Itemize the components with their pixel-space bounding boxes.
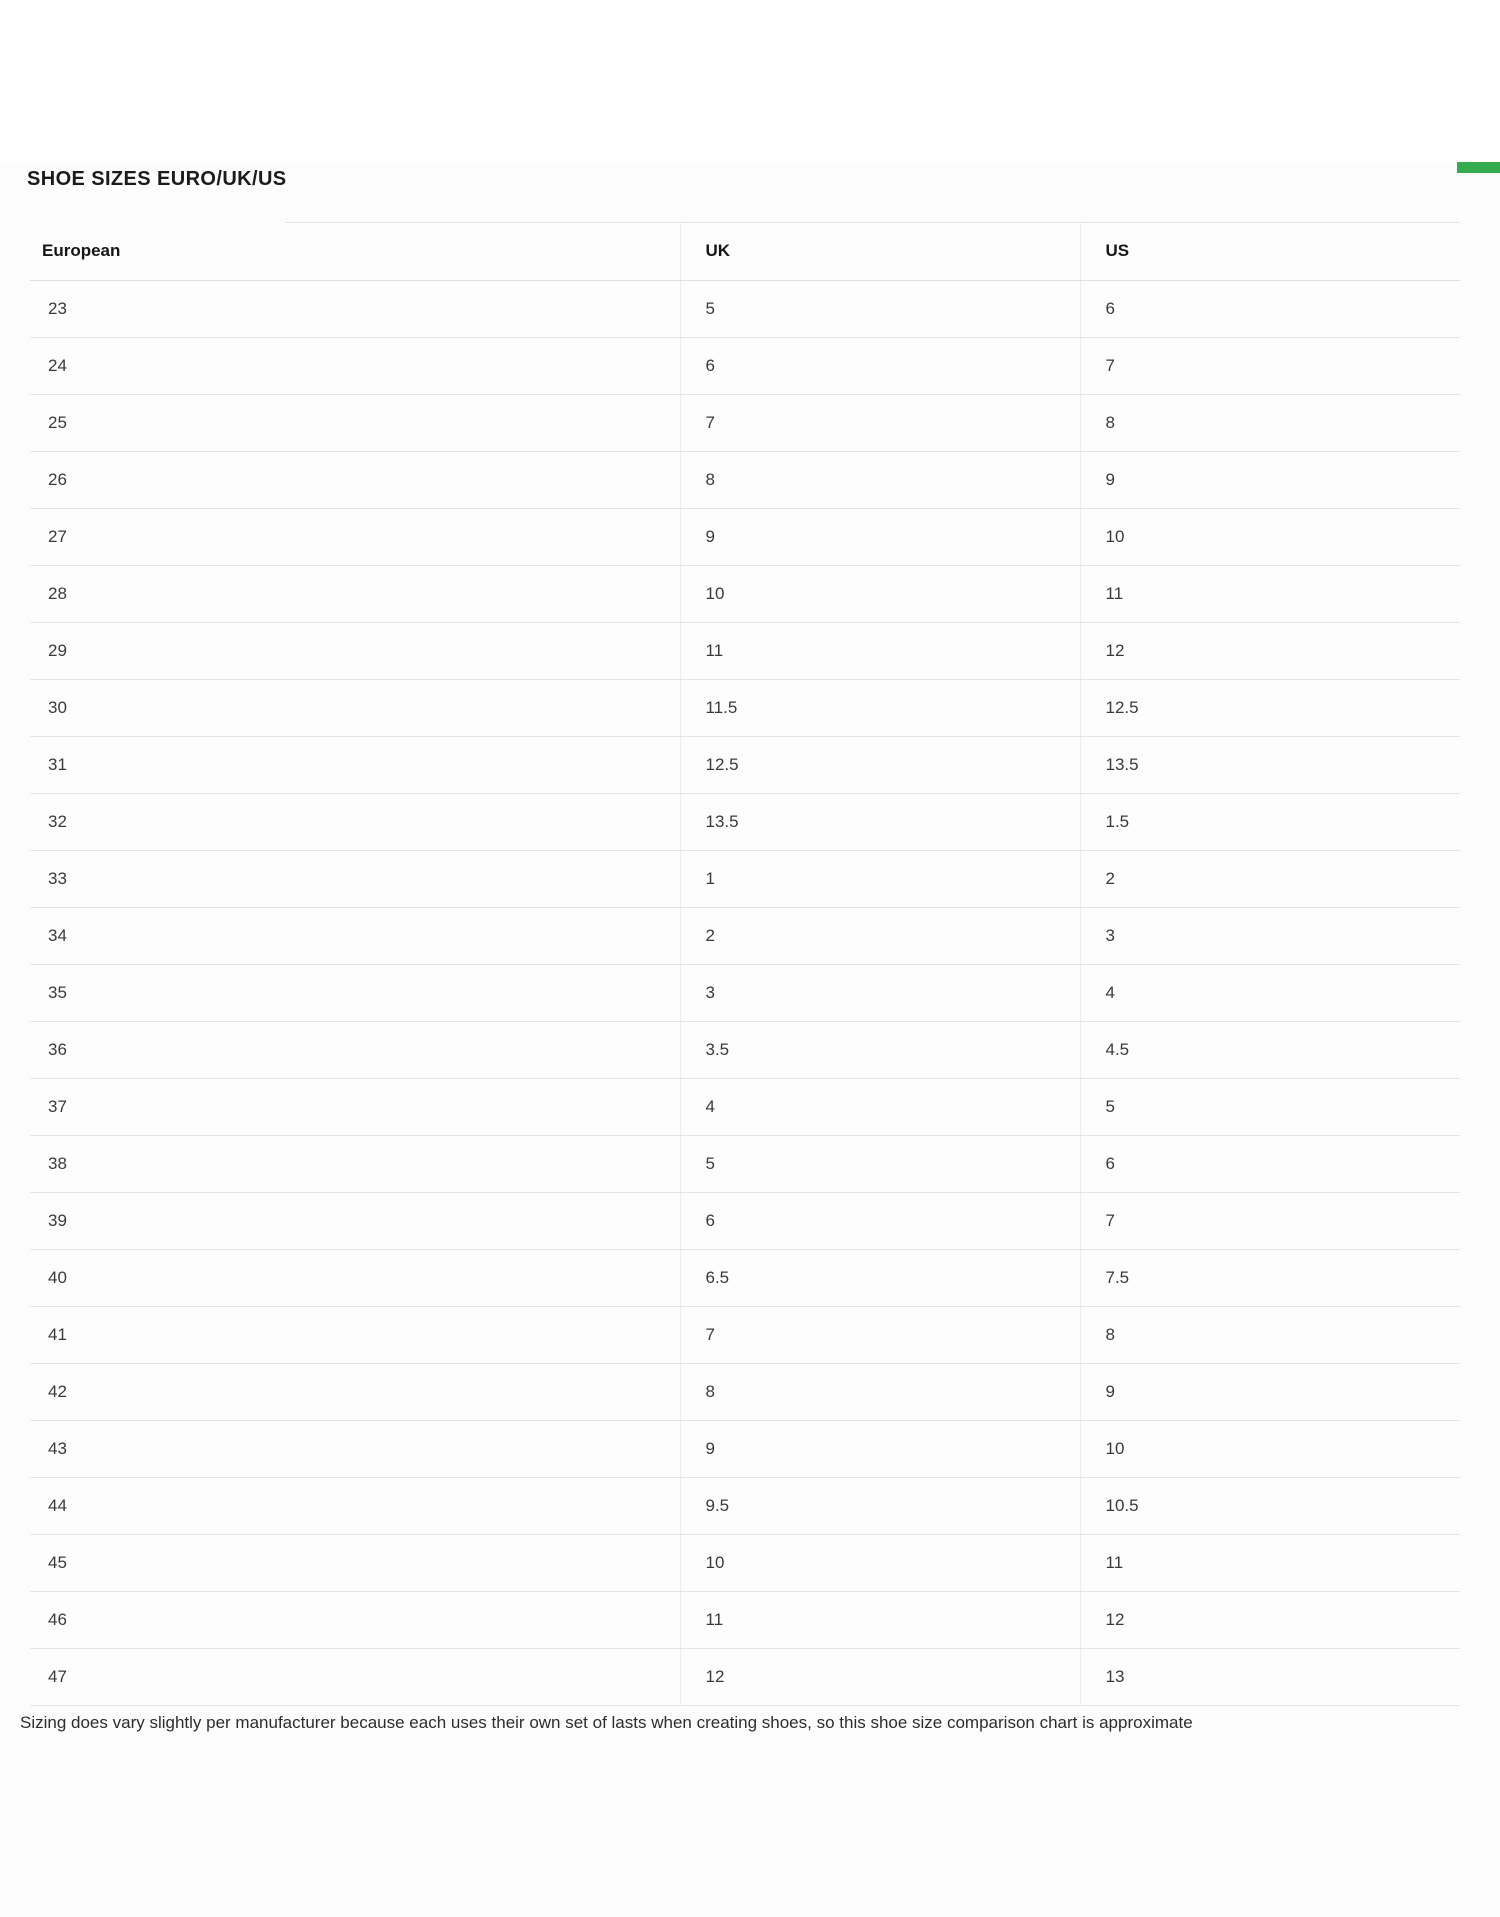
cell-us: 3 [1080, 908, 1460, 965]
table-row [30, 965, 1460, 1022]
cell-us: 12 [1080, 623, 1460, 680]
cell-us: 7 [1080, 1193, 1460, 1250]
table-row [30, 1193, 1460, 1250]
cell-uk: 12.5 [680, 737, 1080, 794]
cell-us: 9 [1080, 1364, 1460, 1421]
cell-eu: 44 [30, 1478, 680, 1535]
cell-us: 1.5 [1080, 794, 1460, 851]
size-table-container [30, 222, 1460, 1706]
cell-us: 10 [1080, 1421, 1460, 1478]
cell-eu: 30 [30, 680, 680, 737]
cell-uk: 3.5 [680, 1022, 1080, 1079]
size-table-body [30, 281, 1460, 1706]
cell-uk: 13.5 [680, 794, 1080, 851]
cell-uk: 9 [680, 1421, 1080, 1478]
cell-uk: 1 [680, 851, 1080, 908]
cell-us: 12 [1080, 1592, 1460, 1649]
cell-eu: 26 [30, 452, 680, 509]
cell-uk: 12 [680, 1649, 1080, 1706]
cell-eu: 31 [30, 737, 680, 794]
cell-us: 12.5 [1080, 680, 1460, 737]
cell-uk: 3 [680, 965, 1080, 1022]
table-row [30, 1307, 1460, 1364]
table-row [30, 452, 1460, 509]
table-row [30, 737, 1460, 794]
table-row [30, 566, 1460, 623]
table-row [30, 1136, 1460, 1193]
cell-uk: 10 [680, 1535, 1080, 1592]
cell-us: 13.5 [1080, 737, 1460, 794]
cell-uk: 2 [680, 908, 1080, 965]
table-row [30, 623, 1460, 680]
cell-us: 11 [1080, 1535, 1460, 1592]
cell-us: 10 [1080, 509, 1460, 566]
table-row [30, 1421, 1460, 1478]
cell-us: 7.5 [1080, 1250, 1460, 1307]
cell-us: 8 [1080, 1307, 1460, 1364]
table-row [30, 281, 1460, 338]
cell-eu: 45 [30, 1535, 680, 1592]
cell-us: 4 [1080, 965, 1460, 1022]
cell-uk: 8 [680, 1364, 1080, 1421]
cell-uk: 5 [680, 1136, 1080, 1193]
table-row [30, 1592, 1460, 1649]
cell-us: 10.5 [1080, 1478, 1460, 1535]
table-row [30, 338, 1460, 395]
table-row [30, 1079, 1460, 1136]
sizing-disclaimer-note: Sizing does vary slightly per manufacturer because each uses their own set of lasts when creating shoes, so this shoe size comparison chart is approximate [20, 1713, 1193, 1732]
cell-uk: 6 [680, 1193, 1080, 1250]
cell-eu: 42 [30, 1364, 680, 1421]
cell-eu: 28 [30, 566, 680, 623]
cell-us: 9 [1080, 452, 1460, 509]
cell-eu: 43 [30, 1421, 680, 1478]
cell-eu: 25 [30, 395, 680, 452]
cell-uk: 5 [680, 281, 1080, 338]
cell-uk: 6.5 [680, 1250, 1080, 1307]
table-row [30, 851, 1460, 908]
cell-us: 6 [1080, 1136, 1460, 1193]
cell-us: 8 [1080, 395, 1460, 452]
table-row [30, 1022, 1460, 1079]
cell-eu: 46 [30, 1592, 680, 1649]
cell-eu: 33 [30, 851, 680, 908]
cell-eu: 35 [30, 965, 680, 1022]
cell-uk: 10 [680, 566, 1080, 623]
table-row [30, 1250, 1460, 1307]
page-title: SHOE SIZES EURO/UK/US [27, 168, 287, 190]
cell-uk: 9.5 [680, 1478, 1080, 1535]
table-row [30, 1364, 1460, 1421]
cell-us: 2 [1080, 851, 1460, 908]
cell-eu: 29 [30, 623, 680, 680]
table-header-row [30, 222, 1460, 281]
table-row [30, 1478, 1460, 1535]
table-row [30, 680, 1460, 737]
green-accent-bar [1457, 162, 1500, 173]
cell-us: 4.5 [1080, 1022, 1460, 1079]
cell-uk: 11.5 [680, 680, 1080, 737]
cell-eu: 41 [30, 1307, 680, 1364]
cell-uk: 9 [680, 509, 1080, 566]
cell-eu: 38 [30, 1136, 680, 1193]
cell-uk: 7 [680, 1307, 1080, 1364]
cell-uk: 11 [680, 623, 1080, 680]
cell-uk: 6 [680, 338, 1080, 395]
cell-us: 11 [1080, 566, 1460, 623]
cell-us: 5 [1080, 1079, 1460, 1136]
cell-eu: 34 [30, 908, 680, 965]
table-row [30, 1649, 1460, 1706]
cell-eu: 37 [30, 1079, 680, 1136]
table-row [30, 794, 1460, 851]
table-row [30, 1535, 1460, 1592]
cell-uk: 4 [680, 1079, 1080, 1136]
table-row [30, 395, 1460, 452]
column-header-uk: UK [680, 222, 1080, 281]
cell-eu: 40 [30, 1250, 680, 1307]
table-row [30, 509, 1460, 566]
cell-eu: 27 [30, 509, 680, 566]
cell-eu: 32 [30, 794, 680, 851]
cell-uk: 7 [680, 395, 1080, 452]
column-header-european: European [30, 222, 680, 281]
column-header-us: US [1080, 222, 1460, 281]
table-top-border [285, 222, 1460, 223]
cell-us: 6 [1080, 281, 1460, 338]
cell-uk: 11 [680, 1592, 1080, 1649]
cell-eu: 23 [30, 281, 680, 338]
cell-us: 13 [1080, 1649, 1460, 1706]
table-row [30, 908, 1460, 965]
cell-eu: 47 [30, 1649, 680, 1706]
cell-eu: 39 [30, 1193, 680, 1250]
size-conversion-table [30, 222, 1460, 1706]
cell-eu: 36 [30, 1022, 680, 1079]
cell-eu: 24 [30, 338, 680, 395]
cell-uk: 8 [680, 452, 1080, 509]
cell-us: 7 [1080, 338, 1460, 395]
